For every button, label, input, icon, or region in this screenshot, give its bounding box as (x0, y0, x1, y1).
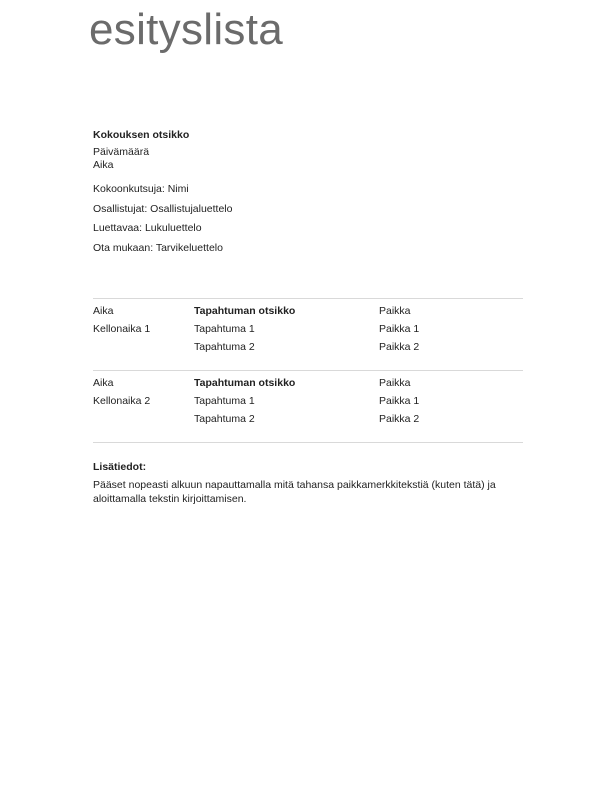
notes-label[interactable]: Lisätiedot: (93, 461, 147, 473)
table-row (93, 338, 523, 356)
agenda-time[interactable]: Kellonaika 2 (93, 395, 151, 407)
document-title[interactable]: esityslista (89, 5, 284, 54)
agenda-header-place[interactable]: Paikka (379, 305, 411, 317)
agenda-header-time[interactable]: Aika (93, 377, 114, 389)
agenda-place[interactable]: Paikka 2 (379, 341, 420, 353)
detail-attendees[interactable]: Osallistujat: Osallistujaluettelo (93, 202, 233, 215)
agenda-block (93, 298, 523, 370)
detail-bring[interactable]: Ota mukaan: Tarvikeluettelo (93, 241, 223, 254)
notes-text[interactable]: Pääset nopeasti alkuun napauttamalla mitä tahansa paikkamerkkitekstiä (kuten tätä) ja aloittamalla tekstin kirjoittamisen. (93, 479, 496, 505)
agenda-place[interactable]: Paikka 1 (379, 323, 420, 335)
agenda-header-row (93, 302, 523, 320)
table-divider (93, 442, 523, 443)
agenda-event[interactable]: Tapahtuma 1 (194, 395, 255, 407)
table-row (93, 392, 523, 410)
table-row (93, 410, 523, 428)
agenda-header-place[interactable]: Paikka (379, 377, 411, 389)
agenda-time[interactable]: Kellonaika 1 (93, 323, 151, 335)
additional-info (93, 460, 523, 506)
agenda-event[interactable]: Tapahtuma 1 (194, 323, 255, 335)
agenda-place[interactable]: Paikka 2 (379, 413, 420, 425)
agenda-block (93, 370, 523, 442)
agenda-event[interactable]: Tapahtuma 2 (194, 341, 255, 353)
agenda-header-event[interactable]: Tapahtuman otsikko (194, 305, 296, 317)
detail-organizer[interactable]: Kokoonkutsuja: Nimi (93, 183, 189, 195)
meeting-date[interactable]: Päivämäärä (93, 146, 150, 158)
table-row (93, 320, 523, 338)
meeting-details (93, 183, 523, 261)
agenda-header-time[interactable]: Aika (93, 305, 114, 317)
agenda-time[interactable] (93, 410, 194, 428)
detail-reading[interactable]: Luettavaa: Lukuluettelo (93, 222, 202, 234)
agenda-table (93, 298, 523, 443)
meeting-title[interactable]: Kokouksen otsikko (93, 129, 190, 141)
agenda-event[interactable]: Tapahtuma 2 (194, 413, 255, 425)
agenda-header-row (93, 374, 523, 392)
agenda-header-event[interactable]: Tapahtuman otsikko (194, 377, 296, 389)
meeting-info (93, 129, 523, 261)
meeting-time[interactable]: Aika (93, 159, 114, 171)
agenda-place[interactable]: Paikka 1 (379, 395, 420, 407)
agenda-time[interactable] (93, 338, 194, 356)
